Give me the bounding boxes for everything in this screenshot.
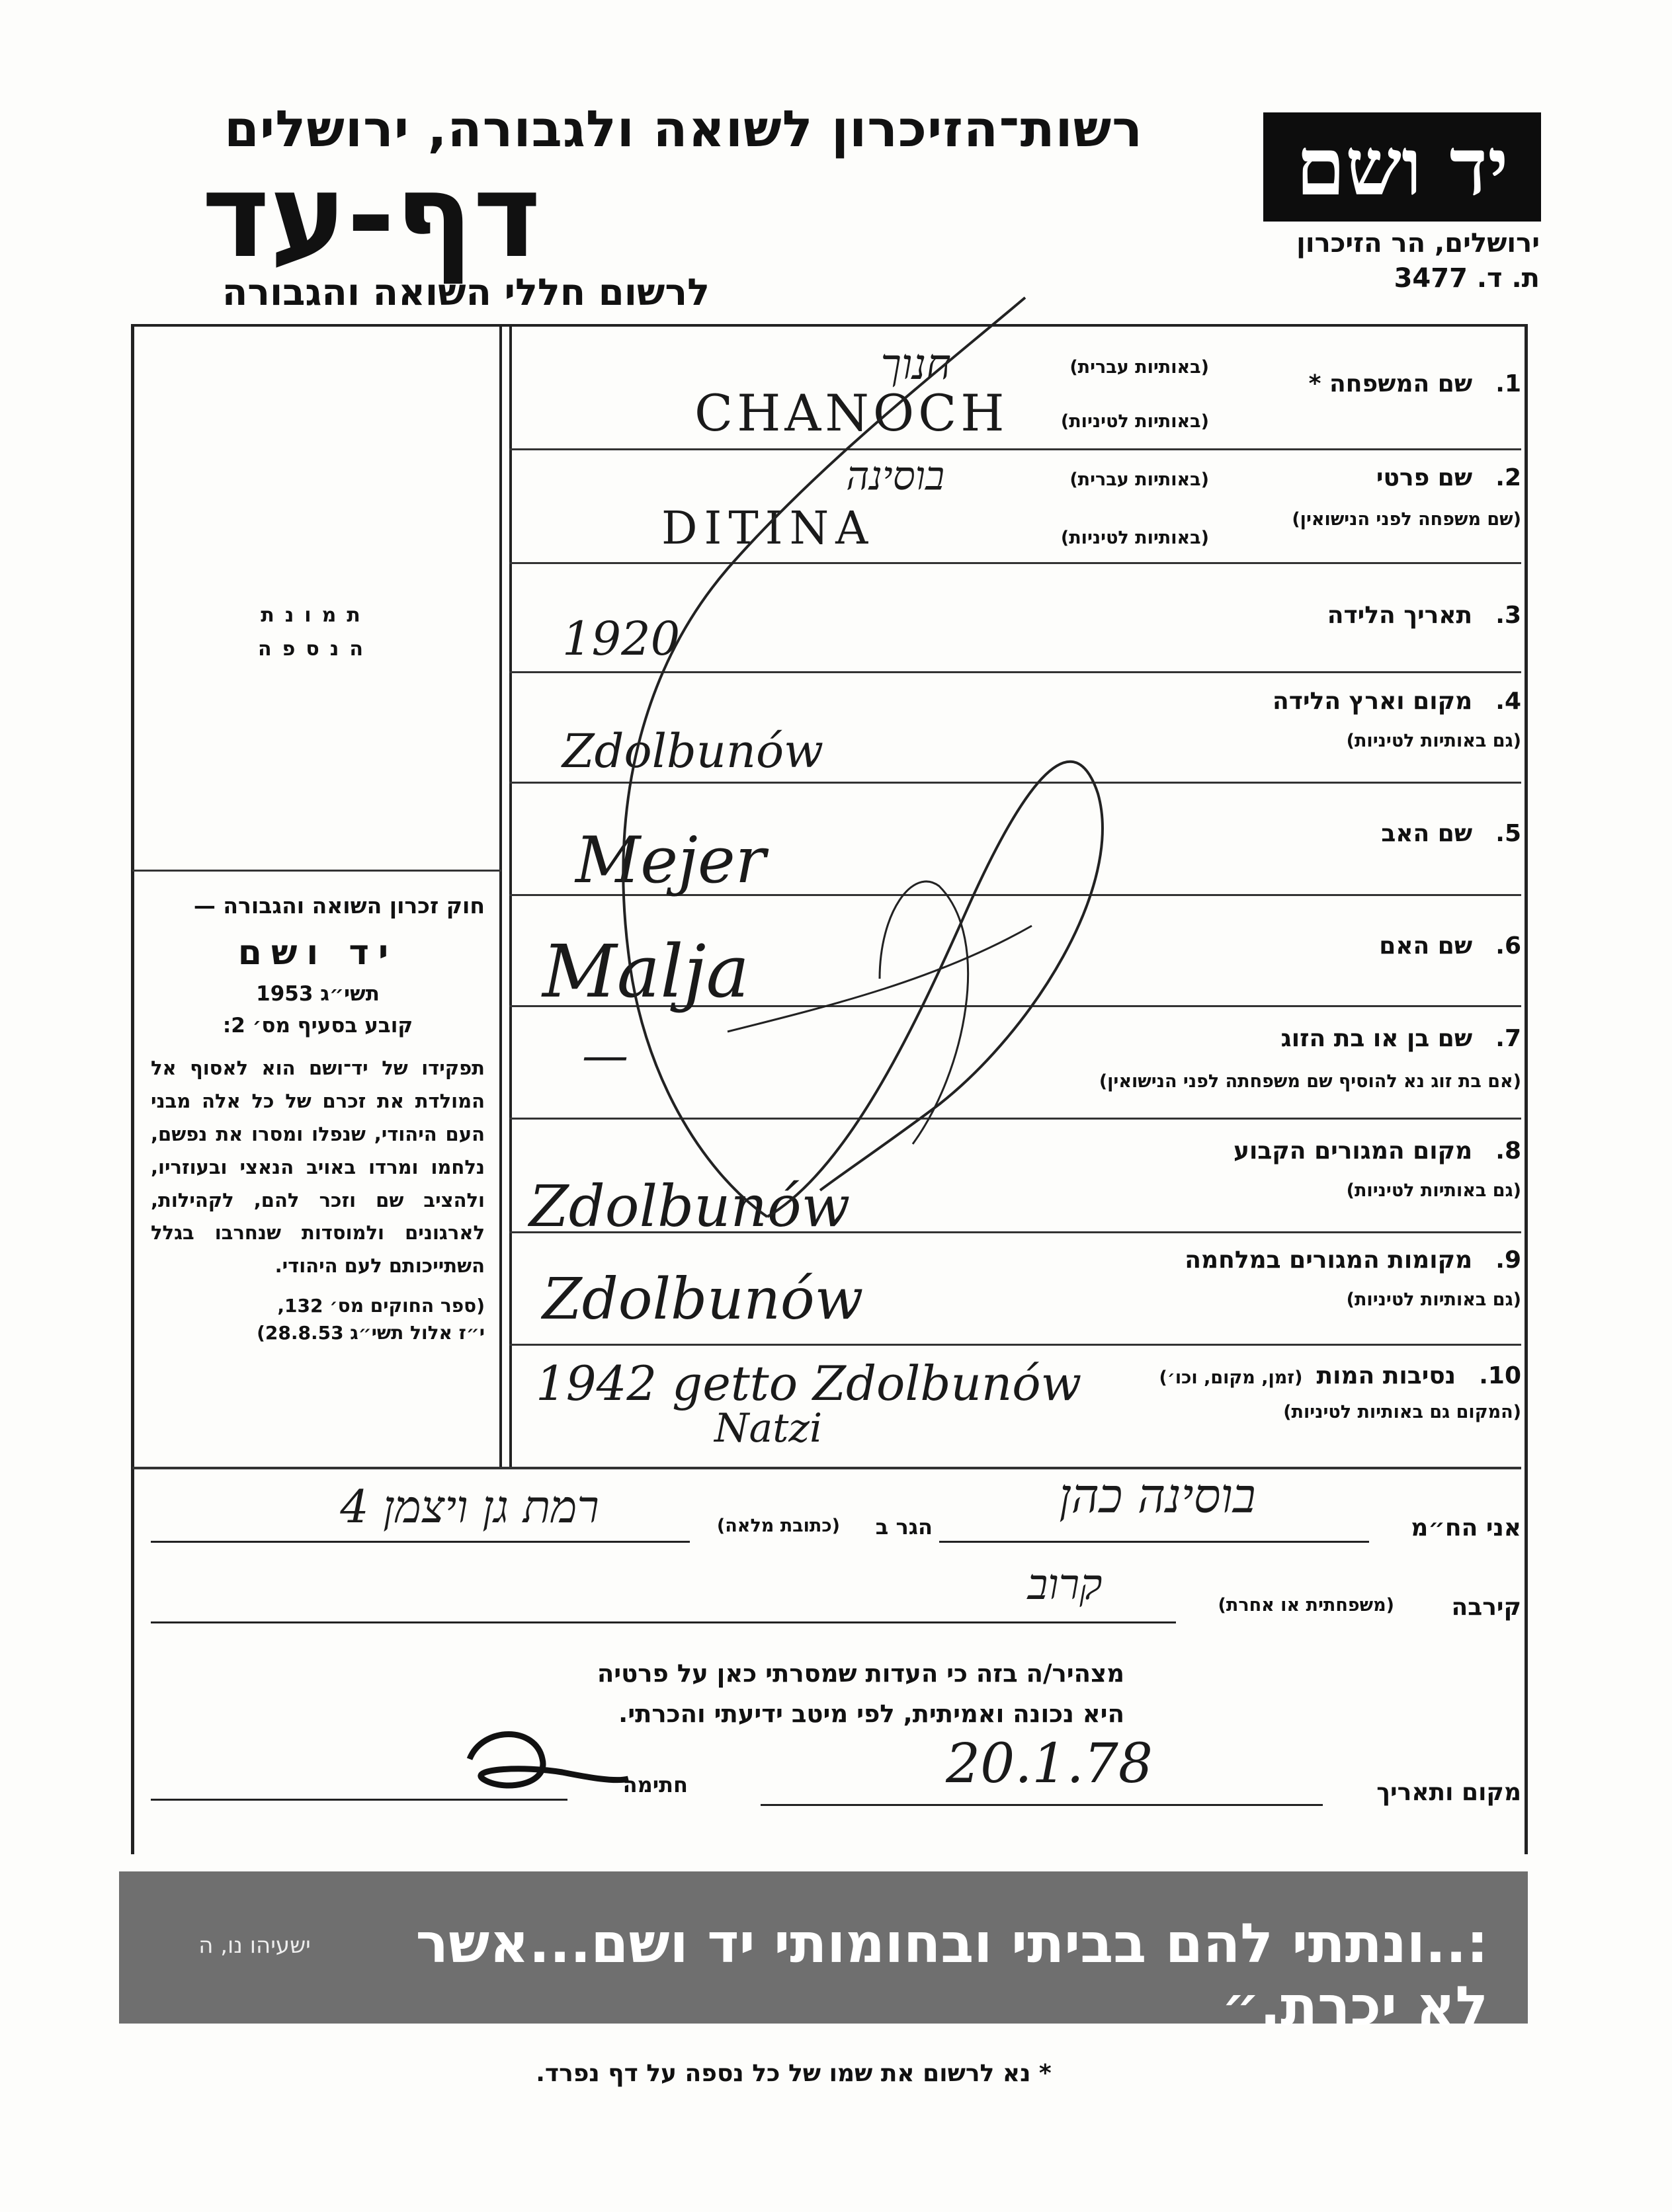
field-value[interactable]: 1920 bbox=[562, 612, 681, 666]
relation-underline bbox=[151, 1621, 1176, 1623]
field-4-row bbox=[1124, 688, 1521, 715]
law-heading: חוק זכרון השואה והגבורה — bbox=[193, 893, 485, 919]
field-sublabel: (גם באותיות לטיניות) bbox=[1346, 731, 1521, 751]
yad-vashem-logo bbox=[1263, 112, 1541, 222]
field-value[interactable]: DITINA bbox=[661, 503, 875, 555]
footer-note: * נא לרשום את שמו של כל נספה על דף נפרד. bbox=[536, 2060, 1052, 2087]
date-value[interactable]: 20.1.78 bbox=[946, 1733, 1153, 1795]
field-6-row bbox=[1124, 932, 1521, 960]
address-underline bbox=[151, 1541, 690, 1543]
photo-box-line-1: תמונת bbox=[261, 604, 371, 627]
field-number: 2. bbox=[1495, 464, 1521, 491]
field-label: שם האב bbox=[1381, 820, 1473, 847]
address-hint: (כתובת מלאה) bbox=[716, 1516, 840, 1536]
row-sep bbox=[509, 1344, 1521, 1346]
relation-value[interactable]: קרוב bbox=[1027, 1561, 1103, 1610]
field-hint: (באותיות עברית) bbox=[1069, 470, 1209, 490]
logo-text: יד ושם bbox=[1296, 120, 1509, 214]
signature-label: חתימה bbox=[622, 1772, 688, 1797]
field-number: 3. bbox=[1495, 602, 1521, 629]
banner-source: ישעיהו נו, ה bbox=[198, 1932, 311, 1959]
address-line-1: ירושלים, הר הזיכרון bbox=[1296, 228, 1540, 259]
place-date-label: מקום ותאריך bbox=[1376, 1779, 1521, 1806]
field-value[interactable]: — bbox=[582, 1028, 628, 1083]
field-value[interactable]: בוסינה bbox=[846, 453, 944, 499]
field-sublabel: (המקום גם באותיות לטיניות) bbox=[1283, 1402, 1521, 1422]
field-number: 6. bbox=[1495, 932, 1521, 960]
field-value[interactable]: Zdolbunów bbox=[529, 1174, 851, 1240]
column-divider-2 bbox=[509, 324, 512, 1468]
law-name: יד ושם bbox=[237, 933, 398, 973]
statement-line-2: היא נכונה ואמיתית, לפי מיטב ידיעתי והכרתי. bbox=[618, 1700, 1124, 1729]
field-value[interactable]: Natzi bbox=[714, 1405, 823, 1452]
field-number: 7. bbox=[1495, 1025, 1521, 1052]
field-value[interactable]: Zdolbunów bbox=[542, 1266, 864, 1332]
field-value[interactable]: Mejer bbox=[575, 823, 766, 897]
field-label: מקומות המגורים במלחמה bbox=[1185, 1247, 1473, 1274]
address-label: הגר ב bbox=[875, 1514, 933, 1539]
main-title: דף-עד bbox=[201, 149, 541, 284]
field-value[interactable]: Zdolbunów bbox=[562, 724, 824, 778]
field-number: 9. bbox=[1495, 1247, 1521, 1274]
field-label: מקום וארץ הלידה bbox=[1273, 688, 1473, 715]
declarant-underline bbox=[939, 1541, 1369, 1543]
field-number: 8. bbox=[1495, 1137, 1521, 1165]
signature-mark bbox=[443, 1719, 635, 1805]
field-value[interactable]: CHANOCH bbox=[694, 384, 1009, 442]
field-label: תאריך הלידה bbox=[1327, 602, 1473, 629]
photo-box-label bbox=[132, 598, 499, 666]
field-sublabel: (שם משפחה לפני הנישואין) bbox=[1292, 509, 1521, 530]
authority-line: רשות־הזיכרון לשואה ולגבורה, ירושלים bbox=[224, 99, 1143, 158]
field-hint: (זמן, מקום, וכו׳) bbox=[1159, 1368, 1303, 1388]
field-hint: (באותיות לטיניות) bbox=[1060, 528, 1209, 548]
place-date-underline bbox=[761, 1804, 1323, 1806]
law-body: תפקידו של יד־ושם הוא לאסוף אל המולדת את זכרם של כל אלה מבני העם היהודי, שנפלו ומסרו את נפשם, נלחמו ומרדו באויב הנאצי ובעוזריו, ולהציב שם וזכר להם, לקהילות, לארגונים ולמוסדות שנחרבו בגלל השתייכותם לעם היהודי. bbox=[151, 1057, 485, 1278]
field-value[interactable]: חנוך bbox=[880, 341, 951, 389]
field-3-row bbox=[1124, 602, 1521, 629]
field-5-row bbox=[1124, 820, 1521, 847]
handwritten-scribble bbox=[569, 291, 1164, 1296]
column-divider-1 bbox=[499, 324, 502, 1468]
field-number: 10. bbox=[1479, 1362, 1521, 1389]
photo-box-bottom bbox=[132, 870, 501, 872]
law-box bbox=[151, 893, 485, 1344]
address-line-2: ת. ד. 3477 bbox=[1394, 263, 1540, 294]
field-number: 1. bbox=[1495, 370, 1521, 397]
field-label: שם פרטי bbox=[1376, 464, 1473, 491]
banner-quote: :..ונתתי להם בביתי ובחומותי יד ושם...אשר לא יכרת.״ bbox=[415, 1912, 1488, 2038]
field-number: 5. bbox=[1495, 820, 1521, 847]
field-hint: (באותיות עברית) bbox=[1069, 357, 1209, 378]
field-label: נסיבות המות bbox=[1316, 1362, 1456, 1389]
statement-line-1: מצהיר/ה בזה כי העדות שמסרתי כאן על פרטיה bbox=[597, 1659, 1124, 1688]
declarant-label: אני הח״מ bbox=[1411, 1514, 1521, 1541]
subtitle: לרשום חללי השואה והגבורה bbox=[222, 271, 710, 314]
quote-banner bbox=[119, 1871, 1528, 2038]
relation-label: קירבה bbox=[1451, 1594, 1521, 1621]
field-hint: (באותיות לטיניות) bbox=[1060, 411, 1209, 432]
field-sublabel: (אם בת זוג נא להוסיף שם משפחתה לפני הנישואין) bbox=[1099, 1071, 1521, 1092]
field-sublabel: (גם באותיות לטיניות) bbox=[1346, 1180, 1521, 1201]
field-label: שם המשפחה * bbox=[1308, 370, 1473, 397]
address-value[interactable]: רמת גן ויצמן 4 bbox=[340, 1481, 599, 1534]
photo-box-line-2: הנספה bbox=[258, 637, 374, 661]
field-label: מקום המגורים הקבוע bbox=[1233, 1137, 1473, 1165]
declarant-value[interactable]: בוסינה כהן bbox=[1059, 1468, 1256, 1524]
law-source-1: (ספר החוקים מס׳ 132, bbox=[277, 1295, 485, 1317]
field-label: שם בן או בת הזוג bbox=[1280, 1025, 1473, 1052]
field-value[interactable]: 1942 getto Zdolbunów bbox=[536, 1356, 1082, 1411]
field-value[interactable]: Malja bbox=[542, 929, 750, 1014]
field-label: שם האם bbox=[1379, 932, 1473, 960]
law-clause: קובע בסעיף מס׳ 2: bbox=[222, 1014, 413, 1038]
law-source-2: י״ז אלול תשי״ג 28.8.53) bbox=[257, 1322, 485, 1344]
relation-hint: (משפחתית או אחרת) bbox=[1218, 1595, 1394, 1616]
law-year: תשי״ג 1953 bbox=[256, 982, 380, 1006]
field-sublabel: (גם באותיות לטיניות) bbox=[1346, 1290, 1521, 1310]
field-number: 4. bbox=[1495, 688, 1521, 715]
